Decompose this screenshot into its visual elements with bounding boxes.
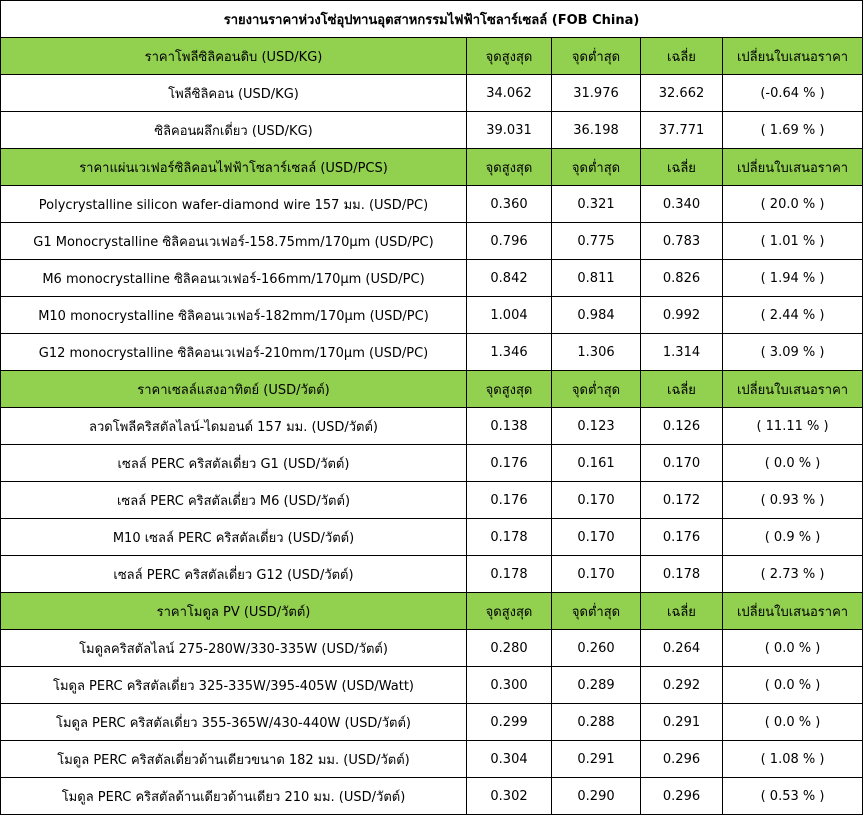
low-value-cell: 0.288 [552, 704, 641, 741]
low-value-cell: 0.775 [552, 223, 641, 260]
item-name-cell: โมดูล PERC คริสตัลเดี่ยวด้านเดียวขนาด 182 มม. (USD/วัตต์) [1, 741, 467, 778]
avg-value-cell: 0.126 [641, 408, 723, 445]
change-value-cell: ( 3.09 % ) [723, 334, 863, 371]
low-header-cell: จุดต่ำสุด [552, 149, 641, 186]
change-header-cell: เปลี่ยนใบเสนอราคา [723, 593, 863, 630]
avg-value-cell: 0.992 [641, 297, 723, 334]
avg-value-cell: 0.172 [641, 482, 723, 519]
low-value-cell: 0.260 [552, 630, 641, 667]
low-value-cell: 31.976 [552, 75, 641, 112]
table-row [1, 112, 863, 149]
avg-header-cell: เฉลี่ย [641, 371, 723, 408]
table-row [1, 704, 863, 741]
low-value-cell: 0.170 [552, 519, 641, 556]
change-value-cell: ( 1.01 % ) [723, 223, 863, 260]
high-value-cell: 0.302 [467, 778, 552, 815]
item-name-cell: เซลล์ PERC คริสตัลเดี่ยว G1 (USD/วัตต์) [1, 445, 467, 482]
avg-value-cell: 0.783 [641, 223, 723, 260]
change-value-cell: ( 0.0 % ) [723, 630, 863, 667]
report-title: รายงานราคาห่วงโซ่อุปทานอุตสาหกรรมไฟฟ้าโซลาร์เซลล์ (FOB China) [1, 1, 863, 38]
table-row [1, 482, 863, 519]
low-value-cell: 0.161 [552, 445, 641, 482]
table-row [1, 186, 863, 223]
item-name-cell: M10 เซลล์ PERC คริสตัลเดี่ยว (USD/วัตต์) [1, 519, 467, 556]
section-header-row [1, 593, 863, 630]
low-value-cell: 0.123 [552, 408, 641, 445]
avg-value-cell: 0.296 [641, 778, 723, 815]
low-value-cell: 0.321 [552, 186, 641, 223]
low-value-cell: 0.170 [552, 482, 641, 519]
high-header-cell: จุดสูงสุด [467, 371, 552, 408]
high-value-cell: 0.300 [467, 667, 552, 704]
low-value-cell: 0.984 [552, 297, 641, 334]
low-header-cell: จุดต่ำสุด [552, 593, 641, 630]
high-header-cell: จุดสูงสุด [467, 38, 552, 75]
change-value-cell: ( 2.44 % ) [723, 297, 863, 334]
item-name-cell: โมดูล PERC คริสตัลด้านเดียวด้านเดียว 210 มม. (USD/วัตต์) [1, 778, 467, 815]
section-name-cell: ราคาเซลล์แสงอาทิตย์ (USD/วัตต์) [1, 371, 467, 408]
change-value-cell: ( 0.0 % ) [723, 704, 863, 741]
high-value-cell: 0.280 [467, 630, 552, 667]
avg-value-cell: 0.291 [641, 704, 723, 741]
change-value-cell: ( 1.08 % ) [723, 741, 863, 778]
change-value-cell: ( 11.11 % ) [723, 408, 863, 445]
table-row [1, 223, 863, 260]
high-header-cell: จุดสูงสุด [467, 149, 552, 186]
avg-header-cell: เฉลี่ย [641, 38, 723, 75]
section-name-cell: ราคาโพลีซิลิคอนดิบ (USD/KG) [1, 38, 467, 75]
item-name-cell: M6 monocrystalline ซิลิคอนเวเฟอร์-166mm/170μm (USD/PC) [1, 260, 467, 297]
table-row [1, 630, 863, 667]
item-name-cell: G1 Monocrystalline ซิลิคอนเวเฟอร์-158.75mm/170μm (USD/PC) [1, 223, 467, 260]
avg-value-cell: 0.176 [641, 519, 723, 556]
item-name-cell: โมดูล PERC คริสตัลเดี่ยว 355-365W/430-440W (USD/วัตต์) [1, 704, 467, 741]
section-header-row [1, 371, 863, 408]
section-name-cell: ราคาแผ่นเวเฟอร์ซิลิคอนไฟฟ้าโซลาร์เซลล์ (USD/PCS) [1, 149, 467, 186]
low-value-cell: 1.306 [552, 334, 641, 371]
avg-value-cell: 0.826 [641, 260, 723, 297]
item-name-cell: โมดูลคริสตัลไลน์ 275-280W/330-335W (USD/วัตต์) [1, 630, 467, 667]
change-header-cell: เปลี่ยนใบเสนอราคา [723, 371, 863, 408]
report-title-row [1, 1, 863, 38]
section-header-row [1, 38, 863, 75]
table-row [1, 445, 863, 482]
low-value-cell: 0.170 [552, 556, 641, 593]
avg-value-cell: 1.314 [641, 334, 723, 371]
avg-header-cell: เฉลี่ย [641, 593, 723, 630]
report-body [1, 1, 863, 815]
high-value-cell: 0.360 [467, 186, 552, 223]
high-value-cell: 0.176 [467, 482, 552, 519]
low-value-cell: 0.289 [552, 667, 641, 704]
change-value-cell: ( 0.9 % ) [723, 519, 863, 556]
change-value-cell: ( 0.53 % ) [723, 778, 863, 815]
item-name-cell: เซลล์ PERC คริสตัลเดี่ยว G12 (USD/วัตต์) [1, 556, 467, 593]
high-value-cell: 0.178 [467, 519, 552, 556]
change-value-cell: ( 0.0 % ) [723, 445, 863, 482]
table-row [1, 741, 863, 778]
high-value-cell: 1.346 [467, 334, 552, 371]
item-name-cell: โมดูล PERC คริสตัลเดี่ยว 325-335W/395-405W (USD/Watt) [1, 667, 467, 704]
table-row [1, 75, 863, 112]
change-value-cell: ( 0.93 % ) [723, 482, 863, 519]
avg-value-cell: 0.170 [641, 445, 723, 482]
change-value-cell: ( 2.73 % ) [723, 556, 863, 593]
item-name-cell: โพลีซิลิคอน (USD/KG) [1, 75, 467, 112]
avg-value-cell: 32.662 [641, 75, 723, 112]
high-value-cell: 39.031 [467, 112, 552, 149]
change-value-cell: ( 1.94 % ) [723, 260, 863, 297]
change-value-cell: ( 20.0 % ) [723, 186, 863, 223]
section-name-cell: ราคาโมดูล PV (USD/วัตต์) [1, 593, 467, 630]
low-header-cell: จุดต่ำสุด [552, 371, 641, 408]
high-value-cell: 0.299 [467, 704, 552, 741]
high-value-cell: 34.062 [467, 75, 552, 112]
high-value-cell: 1.004 [467, 297, 552, 334]
avg-value-cell: 0.178 [641, 556, 723, 593]
high-value-cell: 0.138 [467, 408, 552, 445]
section-header-row [1, 149, 863, 186]
table-row [1, 778, 863, 815]
avg-value-cell: 0.264 [641, 630, 723, 667]
avg-value-cell: 0.340 [641, 186, 723, 223]
avg-value-cell: 0.292 [641, 667, 723, 704]
item-name-cell: G12 monocrystalline ซิลิคอนเวเฟอร์-210mm/170μm (USD/PC) [1, 334, 467, 371]
table-row [1, 556, 863, 593]
table-row [1, 260, 863, 297]
table-row [1, 334, 863, 371]
item-name-cell: ลวดโพลีคริสตัลไลน์-ไดมอนด์ 157 มม. (USD/วัตต์) [1, 408, 467, 445]
low-value-cell: 36.198 [552, 112, 641, 149]
item-name-cell: เซลล์ PERC คริสตัลเดี่ยว M6 (USD/วัตต์) [1, 482, 467, 519]
high-header-cell: จุดสูงสุด [467, 593, 552, 630]
avg-header-cell: เฉลี่ย [641, 149, 723, 186]
change-value-cell: (-0.64 % ) [723, 75, 863, 112]
avg-value-cell: 0.296 [641, 741, 723, 778]
table-row [1, 667, 863, 704]
table-row [1, 519, 863, 556]
change-header-cell: เปลี่ยนใบเสนอราคา [723, 149, 863, 186]
low-value-cell: 0.290 [552, 778, 641, 815]
low-value-cell: 0.811 [552, 260, 641, 297]
high-value-cell: 0.842 [467, 260, 552, 297]
change-value-cell: ( 1.69 % ) [723, 112, 863, 149]
item-name-cell: Polycrystalline silicon wafer-diamond wire 157 มม. (USD/PC) [1, 186, 467, 223]
low-header-cell: จุดต่ำสุด [552, 38, 641, 75]
high-value-cell: 0.304 [467, 741, 552, 778]
change-header-cell: เปลี่ยนใบเสนอราคา [723, 38, 863, 75]
avg-value-cell: 37.771 [641, 112, 723, 149]
high-value-cell: 0.178 [467, 556, 552, 593]
low-value-cell: 0.291 [552, 741, 641, 778]
item-name-cell: M10 monocrystalline ซิลิคอนเวเฟอร์-182mm/170μm (USD/PC) [1, 297, 467, 334]
table-row [1, 297, 863, 334]
change-value-cell: ( 0.0 % ) [723, 667, 863, 704]
table-row [1, 408, 863, 445]
high-value-cell: 0.176 [467, 445, 552, 482]
item-name-cell: ซิลิคอนผลึกเดี่ยว (USD/KG) [1, 112, 467, 149]
high-value-cell: 0.796 [467, 223, 552, 260]
